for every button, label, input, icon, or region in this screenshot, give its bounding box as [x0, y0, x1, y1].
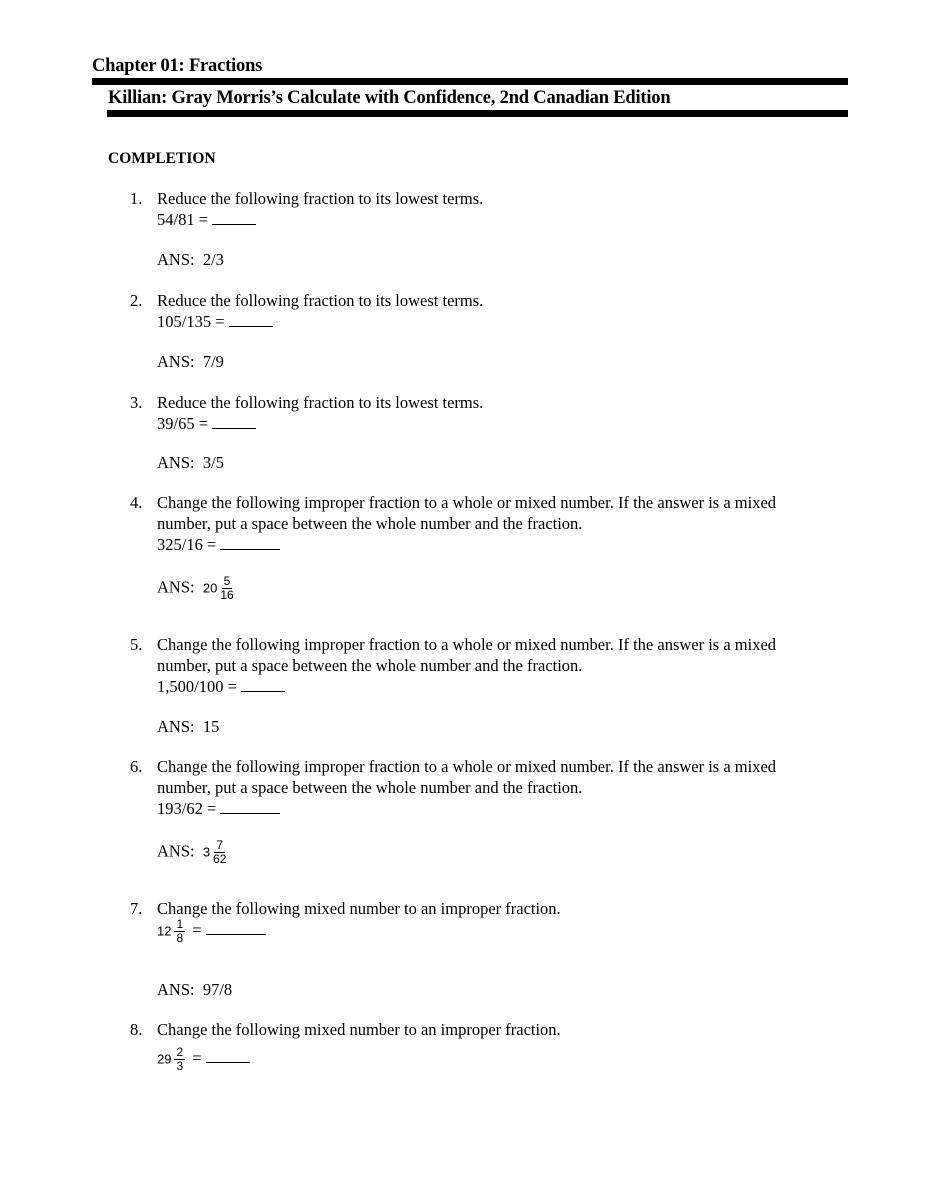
denominator: 16	[220, 588, 234, 602]
answer-blank	[220, 537, 280, 550]
answer-blank	[212, 212, 256, 225]
question-text: Change the following mixed number to an improper fraction.	[157, 899, 561, 918]
expr: 325/16 =	[157, 535, 217, 554]
ans-label: ANS:	[157, 352, 195, 371]
question-number: 1.	[130, 189, 143, 208]
question-expression	[157, 535, 280, 555]
question-expression	[157, 312, 273, 332]
answer	[157, 717, 219, 737]
expr: 39/65 =	[157, 414, 209, 433]
answer-whole: 3	[202, 844, 211, 860]
book-title: Killian: Gray Morris’s Calculate with Confidence, 2nd Canadian Edition	[108, 88, 671, 108]
ans-label: ANS:	[157, 453, 195, 472]
answer-blank	[206, 1050, 250, 1063]
expr-fraction	[174, 918, 185, 945]
equals: =	[192, 1048, 202, 1068]
answer-value: 2/3	[202, 250, 224, 269]
question-number: 4.	[130, 493, 143, 512]
numerator: 5	[223, 574, 231, 588]
question-text: Reduce the following fraction to its lowest terms.	[157, 189, 484, 208]
expr: 1,500/100 =	[157, 677, 237, 696]
question-text: Change the following improper fraction to a whole or mixed number. If the answer is a mixed	[157, 757, 777, 776]
question-expression	[157, 1046, 250, 1073]
expr: 54/81 =	[157, 210, 209, 229]
question-number: 2.	[130, 291, 143, 310]
answer-blank	[206, 922, 266, 935]
question-text: Reduce the following fraction to its lowest terms.	[157, 291, 484, 310]
expr: 193/62 =	[157, 799, 217, 818]
question-expression	[157, 918, 266, 945]
answer-fraction	[213, 839, 226, 866]
question-expression	[157, 414, 256, 434]
header-rule	[92, 78, 848, 85]
answer	[157, 352, 224, 372]
denominator: 8	[176, 931, 184, 945]
question-expression	[157, 677, 285, 697]
answer	[157, 980, 232, 1000]
answer-blank	[220, 801, 280, 814]
expr: 105/135 =	[157, 312, 225, 331]
answer-value: 97/8	[202, 980, 233, 999]
answer	[157, 250, 224, 270]
answer-value: 15	[202, 717, 220, 736]
expr-fraction	[174, 1046, 185, 1073]
question-text: Change the following improper fraction to a whole or mixed number. If the answer is a mixed	[157, 493, 777, 512]
question-text: number, put a space between the whole number and the fraction.	[157, 514, 583, 533]
answer-blank	[229, 314, 273, 327]
answer-blank	[212, 416, 256, 429]
question-number: 6.	[130, 757, 143, 776]
answer	[157, 575, 237, 602]
ans-label: ANS:	[157, 841, 195, 861]
ans-label: ANS:	[157, 717, 195, 736]
answer-fraction	[220, 575, 233, 602]
question-text: number, put a space between the whole number and the fraction.	[157, 778, 583, 797]
question-number: 8.	[130, 1020, 143, 1039]
question-number: 3.	[130, 393, 143, 412]
ans-label: ANS:	[157, 980, 195, 999]
question-number: 5.	[130, 635, 143, 654]
question-expression	[157, 799, 280, 819]
ans-label: ANS:	[157, 250, 195, 269]
answer	[157, 453, 224, 473]
denominator: 3	[176, 1059, 184, 1073]
equals: =	[192, 920, 202, 940]
denominator: 62	[213, 852, 227, 866]
numerator: 1	[176, 917, 184, 931]
answer	[157, 839, 229, 866]
answer-value: 7/9	[202, 352, 224, 371]
question-expression	[157, 210, 256, 230]
header-rule	[107, 110, 848, 117]
answer-value: 3/5	[202, 453, 224, 472]
question-text: Change the following improper fraction to a whole or mixed number. If the answer is a mixed	[157, 635, 777, 654]
answer-blank	[241, 679, 285, 692]
answer-whole: 20	[202, 580, 218, 596]
question-number: 7.	[130, 899, 143, 918]
section-heading: COMPLETION	[108, 150, 216, 167]
ans-label: ANS:	[157, 577, 195, 597]
numerator: 2	[176, 1045, 184, 1059]
question-text: Change the following mixed number to an improper fraction.	[157, 1020, 561, 1039]
numerator: 7	[216, 838, 224, 852]
chapter-title: Chapter 01: Fractions	[92, 56, 263, 76]
expr-whole: 12	[157, 923, 172, 939]
question-text: number, put a space between the whole number and the fraction.	[157, 656, 583, 675]
question-text: Reduce the following fraction to its lowest terms.	[157, 393, 484, 412]
expr-whole: 29	[157, 1051, 172, 1067]
